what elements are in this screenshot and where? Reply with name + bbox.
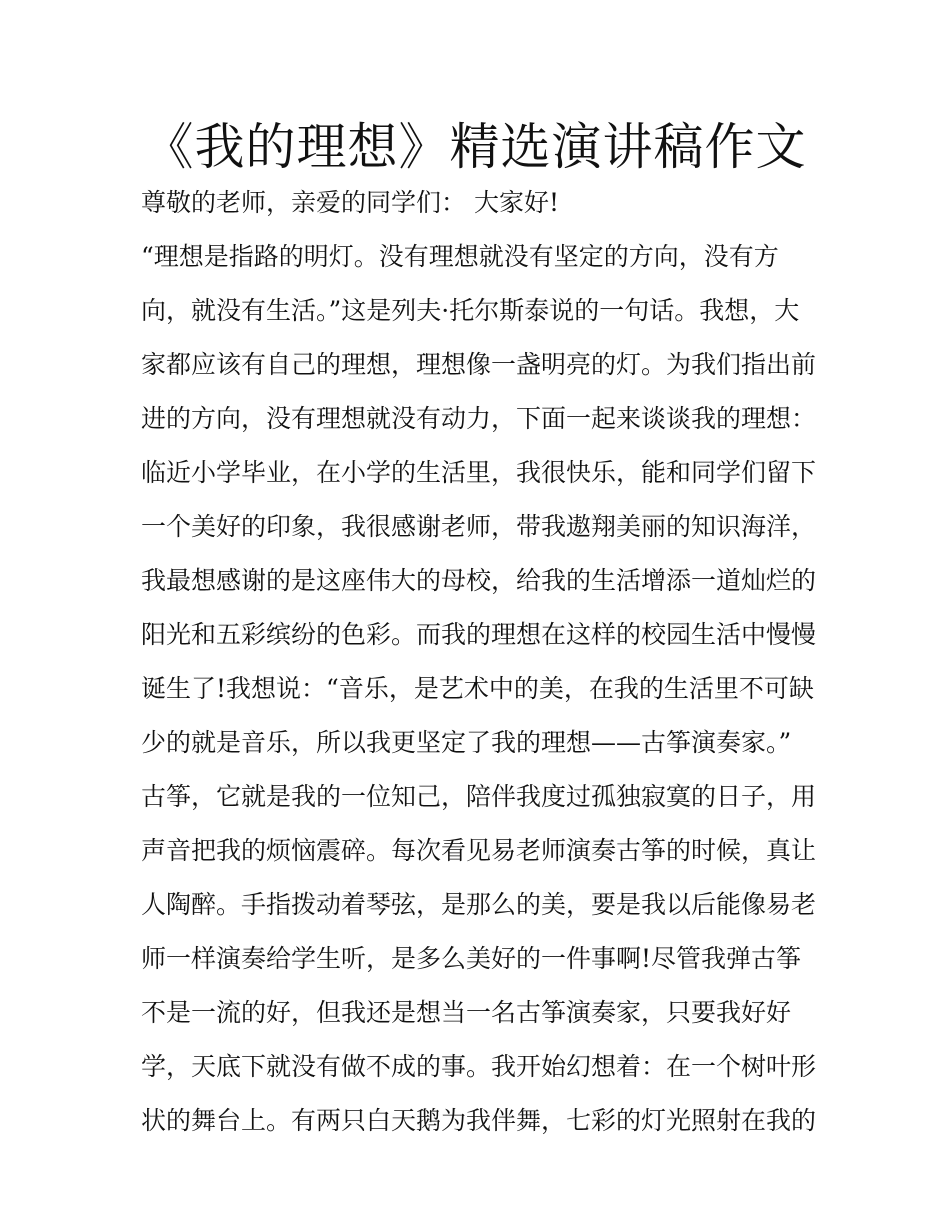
body-line: 古筝，它就是我的一位知己，陪伴我度过孤独寂寞的日子，用 bbox=[141, 782, 817, 811]
body-line: 少的就是音乐，所以我更坚定了我的理想——古筝演奏家。” bbox=[141, 728, 792, 757]
body-line: 学，天底下就没有做不成的事。我开始幻想着：在一个树叶形 bbox=[141, 1052, 817, 1081]
document-body bbox=[141, 176, 821, 1148]
document-title: 《我的理想》精选演讲稿作文 bbox=[143, 118, 807, 176]
body-line: 尊敬的老师，亲爱的同学们： 大家好! bbox=[141, 188, 559, 217]
body-line: 阳光和五彩缤纷的色彩。而我的理想在这样的校园生活中慢慢 bbox=[141, 620, 817, 649]
body-line: 师一样演奏给学生听，是多么美好的一件事啊!尽管我弹古筝 bbox=[141, 944, 802, 973]
body-line: 不是一流的好，但我还是想当一名古筝演奏家，只要我好好 bbox=[141, 998, 792, 1027]
body-line: 向，就没有生活。”这是列夫·托尔斯泰说的一句话。我想，大 bbox=[141, 296, 800, 325]
body-line: “理想是指路的明灯。没有理想就没有坚定的方向，没有方 bbox=[141, 242, 779, 271]
body-line: 声音把我的烦恼震碎。每次看见易老师演奏古筝的时候，真让 bbox=[141, 836, 817, 865]
body-line: 家都应该有自己的理想，理想像一盏明亮的灯。为我们指出前 bbox=[141, 350, 817, 379]
body-line: 诞生了!我想说：“音乐，是艺术中的美，在我的生活里不可缺 bbox=[141, 674, 814, 703]
body-line: 人陶醉。手指拨动着琴弦，是那么的美，要是我以后能像易老 bbox=[141, 890, 817, 919]
body-line: 我最想感谢的是这座伟大的母校，给我的生活增添一道灿烂的 bbox=[141, 566, 817, 595]
body-line: 进的方向，没有理想就没有动力，下面一起来谈谈我的理想： bbox=[141, 404, 817, 433]
body-line: 临近小学毕业，在小学的生活里，我很快乐，能和同学们留下 bbox=[141, 458, 817, 487]
body-line: 状的舞台上。有两只白天鹅为我伴舞，七彩的灯光照射在我的 bbox=[141, 1106, 817, 1135]
body-line: 一个美好的印象，我很感谢老师，带我遨翔美丽的知识海洋， bbox=[141, 512, 817, 541]
